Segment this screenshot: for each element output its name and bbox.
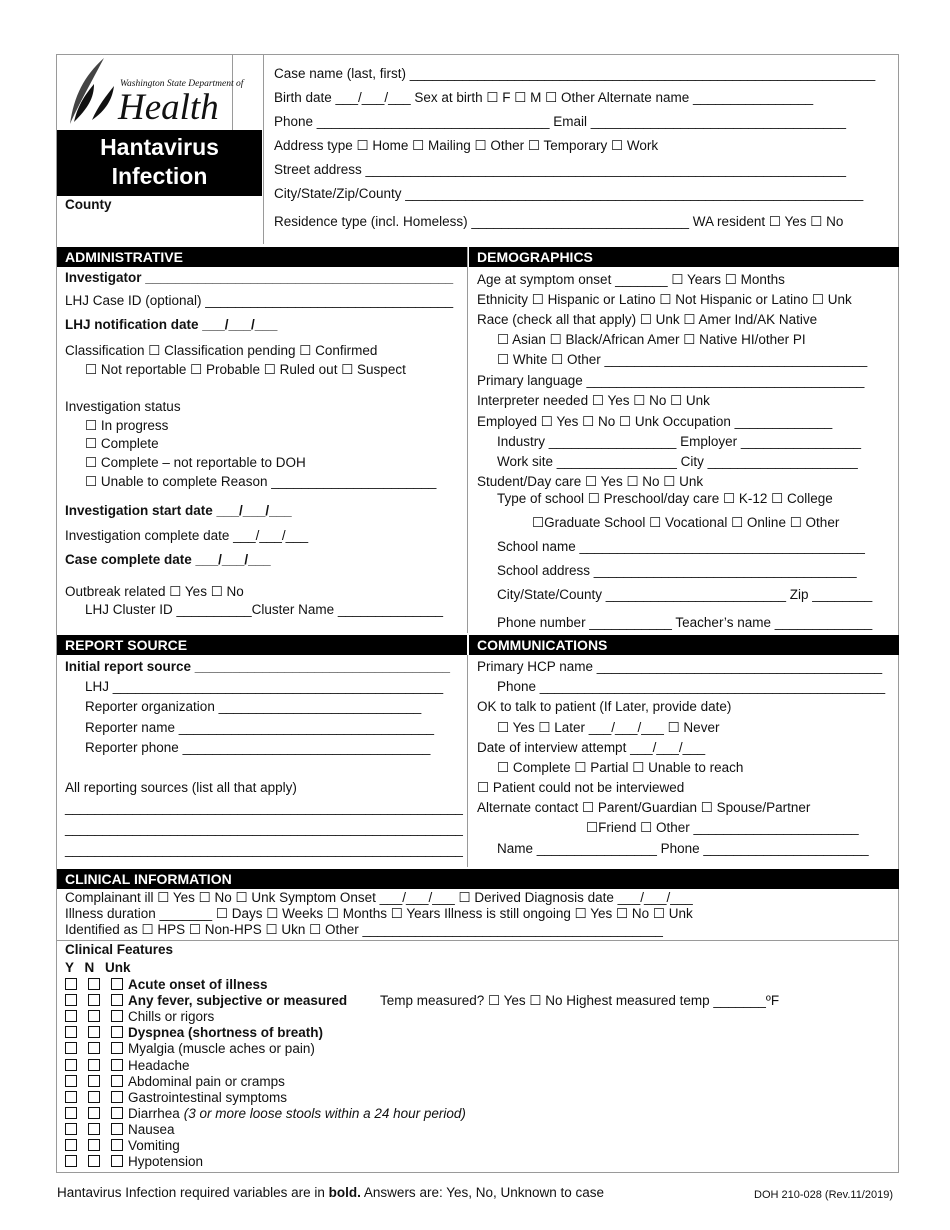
feature-row: [65, 1074, 285, 1090]
feature-row: [65, 1041, 315, 1057]
logo-line1: Washington State Department of: [120, 79, 244, 89]
feature-label: Hypotension: [128, 1154, 204, 1170]
county-label: County: [65, 197, 112, 212]
contact-name-phone-row[interactable]: Name ________________ Phone ______________________: [497, 841, 869, 856]
industry-row[interactable]: Industry _________________ Employer ________________: [497, 434, 862, 449]
feature-checkbox-n[interactable]: [88, 994, 100, 1006]
feature-checkbox-unk[interactable]: [111, 1026, 123, 1038]
footer-note-a: Hantavirus Infection required variables are in: [57, 1185, 325, 1200]
ethnicity-row[interactable]: Ethnicity ☐ Hispanic or Latino ☐ Not Hispanic or Latino ☐ Unk: [477, 292, 852, 307]
age-onset-row[interactable]: Age at symptom onset _______ ☐ Years ☐ Months: [477, 272, 785, 287]
clinical-header: CLINICAL INFORMATION: [57, 869, 899, 889]
administrative-header: ADMINISTRATIVE: [57, 247, 467, 267]
clinical-divider: [57, 940, 899, 941]
race-row[interactable]: Race (check all that apply) ☐ Unk ☐ Amer Ind/AK Native: [477, 312, 818, 327]
feature-checkbox-unk[interactable]: [111, 1059, 123, 1071]
status-unable[interactable]: ☐ Unable to complete Reason ______________________: [85, 474, 437, 489]
feature-checkbox-n[interactable]: [88, 1075, 100, 1087]
feature-checkbox-unk[interactable]: [111, 1075, 123, 1087]
feature-row: [65, 993, 347, 1009]
phone-email-row[interactable]: Phone _______________________________ Email __________________________________: [274, 114, 847, 129]
feature-checkbox-n[interactable]: [88, 1155, 100, 1167]
all-sources-label: All reporting sources (list all that apply): [65, 780, 297, 795]
feature-checkbox-n[interactable]: [88, 1139, 100, 1151]
all-sources-line-3[interactable]: _____________________________________________________: [65, 842, 463, 857]
reporter-name-field[interactable]: Reporter name __________________________________: [85, 720, 435, 735]
case-name-field[interactable]: Case name (last, first) ______________________________________________________________: [274, 66, 876, 81]
feature-checkbox-unk[interactable]: [111, 1139, 123, 1151]
feature-checkbox-n[interactable]: [88, 1042, 100, 1054]
feature-row: [65, 1025, 323, 1041]
feature-label: Gastrointestinal symptoms: [128, 1089, 288, 1105]
identified-as-row[interactable]: Identified as ☐ HPS ☐ Non-HPS ☐ Ukn ☐ Other ________________________________________: [65, 922, 663, 937]
feature-checkbox-unk[interactable]: [111, 1155, 123, 1167]
ynu-column-heads: Y N Unk: [65, 960, 131, 975]
hcp-phone-field[interactable]: Phone ______________________________________________: [497, 679, 886, 694]
communications-header: COMMUNICATIONS: [469, 635, 899, 655]
investigation-complete-date-field[interactable]: Investigation complete date ___/___/___: [65, 528, 309, 543]
student-row[interactable]: Student/Day care ☐ Yes ☐ No ☐ Unk: [477, 474, 704, 489]
feature-checkbox-n[interactable]: [88, 1107, 100, 1119]
feature-checkbox-y[interactable]: [65, 1010, 77, 1022]
feature-checkbox-y[interactable]: [65, 1042, 77, 1054]
school-city-row[interactable]: City/State/County ________________________ Zip ________: [497, 587, 873, 602]
feature-checkbox-y[interactable]: [65, 1155, 77, 1167]
complainant-ill-row[interactable]: Complainant ill ☐ Yes ☐ No ☐ Unk Symptom Onset ___/___/___ ☐ Derived Diagnosis date ___/___/___: [65, 890, 693, 905]
birth-sex-row[interactable]: Birth date ___/___/___ Sex at birth ☐ F ☐ M ☐ Other Alternate name ________________: [274, 90, 814, 105]
cluster-row[interactable]: LHJ Cluster ID __________Cluster Name ______________: [85, 602, 443, 617]
footer-note-bold: bold.: [328, 1185, 361, 1200]
clinical-features-title: Clinical Features: [65, 942, 174, 957]
employed-row[interactable]: Employed ☐ Yes ☐ No ☐ Unk Occupation _____________: [477, 414, 833, 429]
diarrhea-note: (3 or more loose stools within a 24 hour period): [183, 1105, 466, 1121]
feature-checkbox-unk[interactable]: [111, 1123, 123, 1135]
feature-label: Any fever, subjective or measured: [128, 993, 348, 1009]
investigation-start-date-field[interactable]: Investigation start date ___/___/___: [65, 503, 292, 518]
feature-checkbox-unk[interactable]: [111, 1091, 123, 1103]
ok-to-talk-label: OK to talk to patient (If Later, provide date): [477, 699, 732, 714]
health-leaf-icon: [64, 56, 126, 126]
title-line2: Infection: [111, 163, 208, 189]
type-of-school-row[interactable]: Type of school ☐ Preschool/day care ☐ K-12 ☐ College: [497, 491, 833, 506]
column-divider-2: [467, 655, 468, 867]
feature-checkbox-y[interactable]: [65, 994, 77, 1006]
primary-language-field[interactable]: Primary language _____________________________________: [477, 373, 865, 388]
fever-temp-row[interactable]: Temp measured? ☐ Yes ☐ No Highest measured temp _______ºF: [380, 993, 780, 1009]
feature-checkbox-unk[interactable]: [111, 978, 123, 990]
reporter-phone-field[interactable]: Reporter phone _________________________________: [85, 740, 431, 755]
footer-note: [57, 1185, 604, 1201]
feature-checkbox-y[interactable]: [65, 1139, 77, 1151]
race-row-3[interactable]: ☐ White ☐ Other ___________________________________: [497, 352, 868, 367]
feature-row: [65, 1009, 214, 1025]
all-sources-line-2[interactable]: _____________________________________________________: [65, 821, 463, 836]
case-complete-date-field[interactable]: Case complete date ___/___/___: [65, 552, 271, 567]
interpreter-row[interactable]: Interpreter needed ☐ Yes ☐ No ☐ Unk: [477, 393, 710, 408]
feature-label: Myalgia (muscle aches or pain): [128, 1041, 315, 1057]
doh-logo: [62, 56, 244, 128]
illness-duration-row[interactable]: Illness duration _______ ☐ Days ☐ Weeks ☐ Months ☐ Years Illness is still ongoing ☐ Yes ☐ No ☐ Unk: [65, 906, 693, 921]
feature-row: [65, 1090, 287, 1106]
phone-teacher-row[interactable]: Phone number ___________ Teacher’s name _____________: [497, 615, 873, 630]
race-row-2[interactable]: ☐ Asian ☐ Black/African Amer ☐ Native HI/other PI: [497, 332, 806, 347]
residence-type-row[interactable]: Residence type (incl. Homeless) _____________________________ WA resident ☐ Yes ☐ No: [274, 214, 844, 229]
footer-note-b: Answers are: Yes, No, Unknown to case: [363, 1185, 605, 1200]
form-number: DOH 210-028 (Rev.11/2019): [754, 1189, 893, 1201]
interview-attempt-date-field[interactable]: Date of interview attempt ___/___/___: [477, 740, 706, 755]
feature-row: [65, 1122, 175, 1138]
lhj-case-id-field[interactable]: LHJ Case ID (optional) _________________________________: [65, 293, 454, 308]
feature-checkbox-unk[interactable]: [111, 994, 123, 1006]
feature-checkbox-n[interactable]: [88, 1026, 100, 1038]
demographics-header: DEMOGRAPHICS: [469, 247, 899, 267]
title-line1: Hantavirus: [100, 134, 219, 160]
feature-label: Dyspnea (shortness of breath): [128, 1025, 324, 1041]
not-interviewed-checkbox[interactable]: ☐ Patient could not be interviewed: [477, 780, 685, 795]
form-title: [57, 130, 262, 196]
work-site-row[interactable]: Work site ________________ City ____________________: [497, 454, 858, 469]
street-address-field[interactable]: Street address ________________________________________________________________: [274, 162, 847, 177]
initial-report-source-field[interactable]: Initial report source __________________________________: [65, 659, 451, 674]
feature-label: Acute onset of illness: [128, 977, 268, 992]
header-divider: [263, 54, 264, 244]
column-divider-1: [467, 247, 468, 633]
feature-checkbox-n[interactable]: [88, 1123, 100, 1135]
feature-row: [65, 977, 268, 993]
school-address-field[interactable]: School address ___________________________________: [497, 563, 857, 578]
primary-hcp-field[interactable]: Primary HCP name ______________________________________: [477, 659, 883, 674]
feature-row: [65, 1058, 190, 1074]
feature-label: Diarrhea: [128, 1105, 180, 1121]
feature-checkbox-y[interactable]: [65, 1091, 77, 1103]
lhj-field[interactable]: LHJ ____________________________________________: [85, 679, 444, 694]
feature-checkbox-y[interactable]: [65, 1123, 77, 1135]
feature-label: Nausea: [128, 1121, 175, 1137]
alternate-contact-row[interactable]: Alternate contact ☐ Parent/Guardian ☐ Spouse/Partner: [477, 800, 811, 815]
feature-checkbox-y[interactable]: [65, 978, 77, 990]
logo-line2: Health: [118, 87, 219, 128]
feature-checkbox-y[interactable]: [65, 1075, 77, 1087]
status-complete[interactable]: ☐ Complete: [85, 436, 159, 451]
status-in-progress[interactable]: ☐ In progress: [85, 418, 169, 433]
feature-checkbox-n[interactable]: [88, 1059, 100, 1071]
feature-checkbox-n[interactable]: [88, 1010, 100, 1022]
feature-row: [65, 1138, 180, 1154]
feature-label: Headache: [128, 1057, 190, 1073]
all-sources-line-1[interactable]: _____________________________________________________: [65, 800, 463, 815]
outbreak-related-row[interactable]: Outbreak related ☐ Yes ☐ No: [65, 584, 244, 599]
investigation-status-label: Investigation status: [65, 399, 181, 414]
classification-row-2[interactable]: ☐ Not reportable ☐ Probable ☐ Ruled out ☐ Suspect: [85, 362, 406, 377]
lhj-notification-date-field[interactable]: LHJ notification date ___/___/___: [65, 317, 278, 332]
feature-label: Vomiting: [128, 1138, 180, 1153]
address-type-row[interactable]: Address type ☐ Home ☐ Mailing ☐ Other ☐ Temporary ☐ Work: [274, 138, 659, 153]
status-not-reportable[interactable]: ☐ Complete – not reportable to DOH: [85, 455, 306, 470]
classification-row[interactable]: Classification ☐ Classification pending ☐ Confirmed: [65, 343, 378, 358]
feature-checkbox-unk[interactable]: [111, 1107, 123, 1119]
feature-row: [65, 1154, 203, 1170]
feature-checkbox-unk[interactable]: [111, 1010, 123, 1022]
feature-label: Chills or rigors: [128, 1009, 215, 1025]
reporter-organization-field[interactable]: Reporter organization ___________________________: [85, 699, 422, 714]
city-state-zip-field[interactable]: City/State/Zip/County _____________________________________________________________: [274, 186, 864, 201]
investigator-field[interactable]: Investigator _________________________________________: [65, 270, 454, 285]
interview-outcome-row[interactable]: ☐ Complete ☐ Partial ☐ Unable to reach: [497, 760, 744, 775]
feature-row: [65, 1106, 466, 1122]
feature-checkbox-y[interactable]: [65, 1059, 77, 1071]
type-of-school-row-2[interactable]: ☐Graduate School ☐ Vocational ☐ Online ☐ Other: [532, 515, 840, 530]
feature-checkbox-n[interactable]: [88, 978, 100, 990]
feature-checkbox-y[interactable]: [65, 1107, 77, 1119]
school-name-field[interactable]: School name ______________________________________: [497, 539, 865, 554]
ok-to-talk-options[interactable]: ☐ Yes ☐ Later ___/___/___ ☐ Never: [497, 720, 720, 735]
report-source-header: REPORT SOURCE: [57, 635, 467, 655]
logo-divider: [232, 54, 233, 130]
feature-label: Abdominal pain or cramps: [128, 1073, 285, 1089]
feature-checkbox-n[interactable]: [88, 1091, 100, 1103]
feature-checkbox-y[interactable]: [65, 1026, 77, 1038]
alternate-contact-row-2[interactable]: ☐Friend ☐ Other ______________________: [586, 820, 859, 835]
feature-checkbox-unk[interactable]: [111, 1042, 123, 1054]
